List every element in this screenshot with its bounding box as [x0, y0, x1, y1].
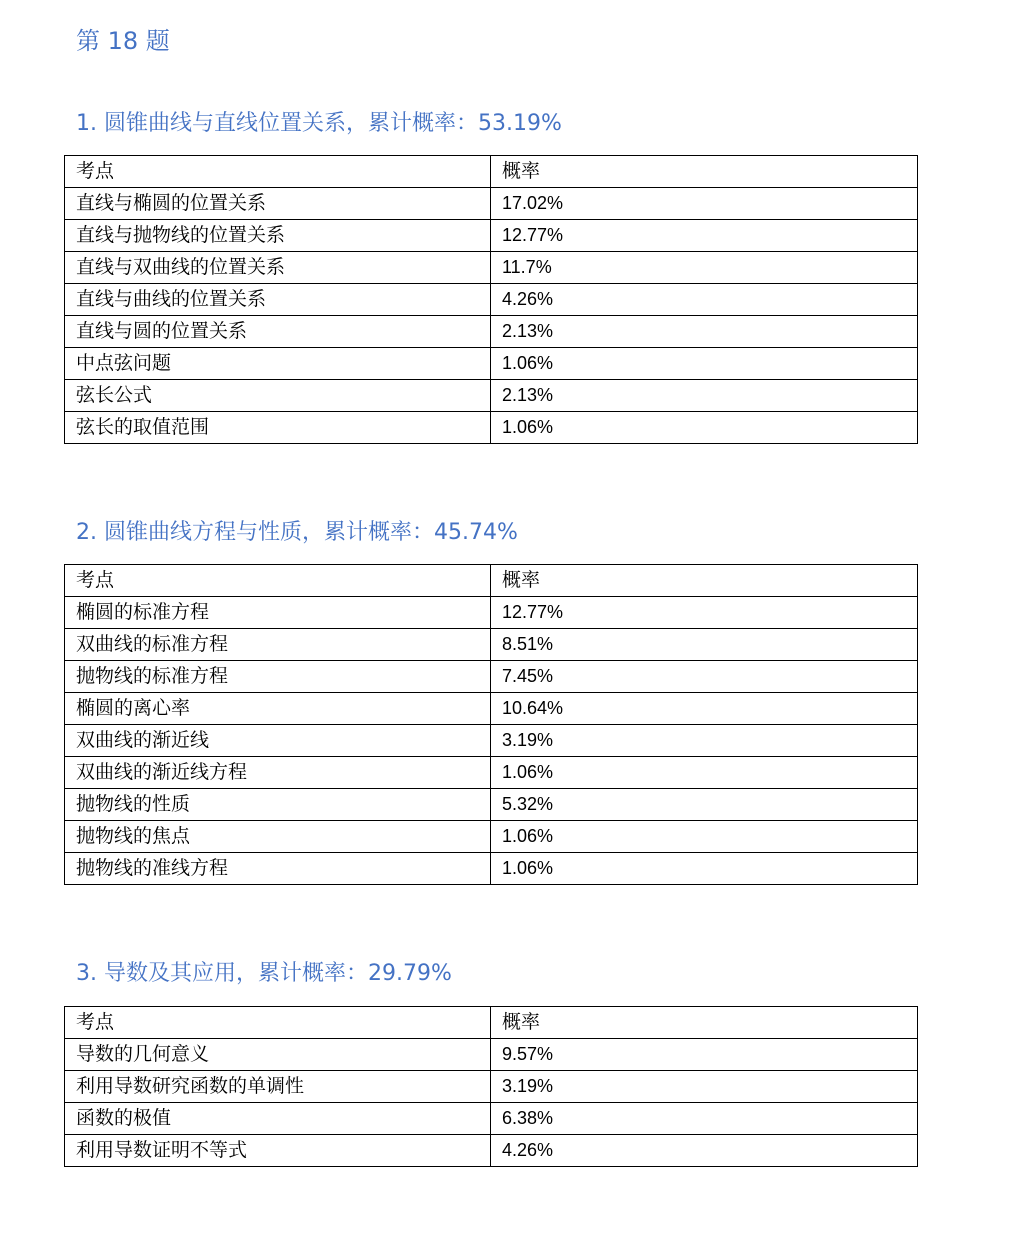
table-row [65, 789, 918, 821]
topic-cell: 弦长公式 [65, 380, 491, 412]
table-row [65, 853, 918, 885]
topic-cell: 双曲线的渐近线 [65, 725, 491, 757]
probability-cell: 10.64% [491, 693, 918, 725]
table-header-row [65, 1007, 918, 1039]
table-row [65, 380, 918, 412]
table-row [65, 284, 918, 316]
table-row [65, 757, 918, 789]
section-heading-2: 2. 圆锥曲线方程与性质，累计概率：45.74% [76, 520, 518, 545]
probability-cell: 1.06% [491, 757, 918, 789]
probability-cell: 12.77% [491, 597, 918, 629]
probability-cell: 6.38% [491, 1103, 918, 1135]
header-probability: 概率 [491, 156, 918, 188]
probability-cell: 2.13% [491, 380, 918, 412]
topic-cell: 中点弦问题 [65, 348, 491, 380]
topic-cell: 抛物线的标准方程 [65, 661, 491, 693]
header-topic: 考点 [65, 565, 491, 597]
section-heading-3: 3. 导数及其应用，累计概率：29.79% [76, 961, 452, 986]
topic-cell: 抛物线的焦点 [65, 821, 491, 853]
probability-cell: 2.13% [491, 316, 918, 348]
probability-cell: 1.06% [491, 348, 918, 380]
table-row [65, 629, 918, 661]
table-row [65, 316, 918, 348]
probability-cell: 17.02% [491, 188, 918, 220]
table-row [65, 693, 918, 725]
probability-cell: 7.45% [491, 661, 918, 693]
topic-cell: 抛物线的性质 [65, 789, 491, 821]
table-row [65, 661, 918, 693]
probability-cell: 9.57% [491, 1039, 918, 1071]
probability-cell: 5.32% [491, 789, 918, 821]
table-row [65, 220, 918, 252]
probability-cell: 1.06% [491, 821, 918, 853]
header-probability: 概率 [491, 565, 918, 597]
topic-cell: 椭圆的离心率 [65, 693, 491, 725]
probability-cell: 8.51% [491, 629, 918, 661]
header-topic: 考点 [65, 156, 491, 188]
table-row [65, 1071, 918, 1103]
probability-cell: 12.77% [491, 220, 918, 252]
probability-cell: 3.19% [491, 725, 918, 757]
topic-cell: 函数的极值 [65, 1103, 491, 1135]
topic-cell: 利用导数证明不等式 [65, 1135, 491, 1167]
table-row [65, 1103, 918, 1135]
table-row [65, 412, 918, 444]
topic-cell: 直线与椭圆的位置关系 [65, 188, 491, 220]
table-row [65, 1039, 918, 1071]
table-header-row [65, 565, 918, 597]
table-row [65, 1135, 918, 1167]
header-probability: 概率 [491, 1007, 918, 1039]
table-row [65, 821, 918, 853]
topic-cell: 利用导数研究函数的单调性 [65, 1071, 491, 1103]
topic-cell: 双曲线的渐近线方程 [65, 757, 491, 789]
probability-cell: 4.26% [491, 1135, 918, 1167]
topic-cell: 抛物线的准线方程 [65, 853, 491, 885]
table-row [65, 252, 918, 284]
table-row [65, 348, 918, 380]
table-row [65, 597, 918, 629]
probability-cell: 1.06% [491, 853, 918, 885]
probability-cell: 11.7% [491, 252, 918, 284]
section-heading-1: 1. 圆锥曲线与直线位置关系，累计概率：53.19% [76, 111, 562, 136]
topic-table-3 [64, 1006, 918, 1167]
topic-cell: 导数的几何意义 [65, 1039, 491, 1071]
topic-cell: 弦长的取值范围 [65, 412, 491, 444]
probability-cell: 4.26% [491, 284, 918, 316]
table-row [65, 725, 918, 757]
table-header-row [65, 156, 918, 188]
table-row [65, 188, 918, 220]
topic-cell: 直线与圆的位置关系 [65, 316, 491, 348]
topic-table-2 [64, 564, 918, 885]
topic-cell: 椭圆的标准方程 [65, 597, 491, 629]
topic-table-1 [64, 155, 918, 444]
page-title: 第 18 题 [76, 27, 170, 55]
header-topic: 考点 [65, 1007, 491, 1039]
probability-cell: 3.19% [491, 1071, 918, 1103]
topic-cell: 直线与抛物线的位置关系 [65, 220, 491, 252]
topic-cell: 直线与曲线的位置关系 [65, 284, 491, 316]
topic-cell: 双曲线的标准方程 [65, 629, 491, 661]
topic-cell: 直线与双曲线的位置关系 [65, 252, 491, 284]
probability-cell: 1.06% [491, 412, 918, 444]
